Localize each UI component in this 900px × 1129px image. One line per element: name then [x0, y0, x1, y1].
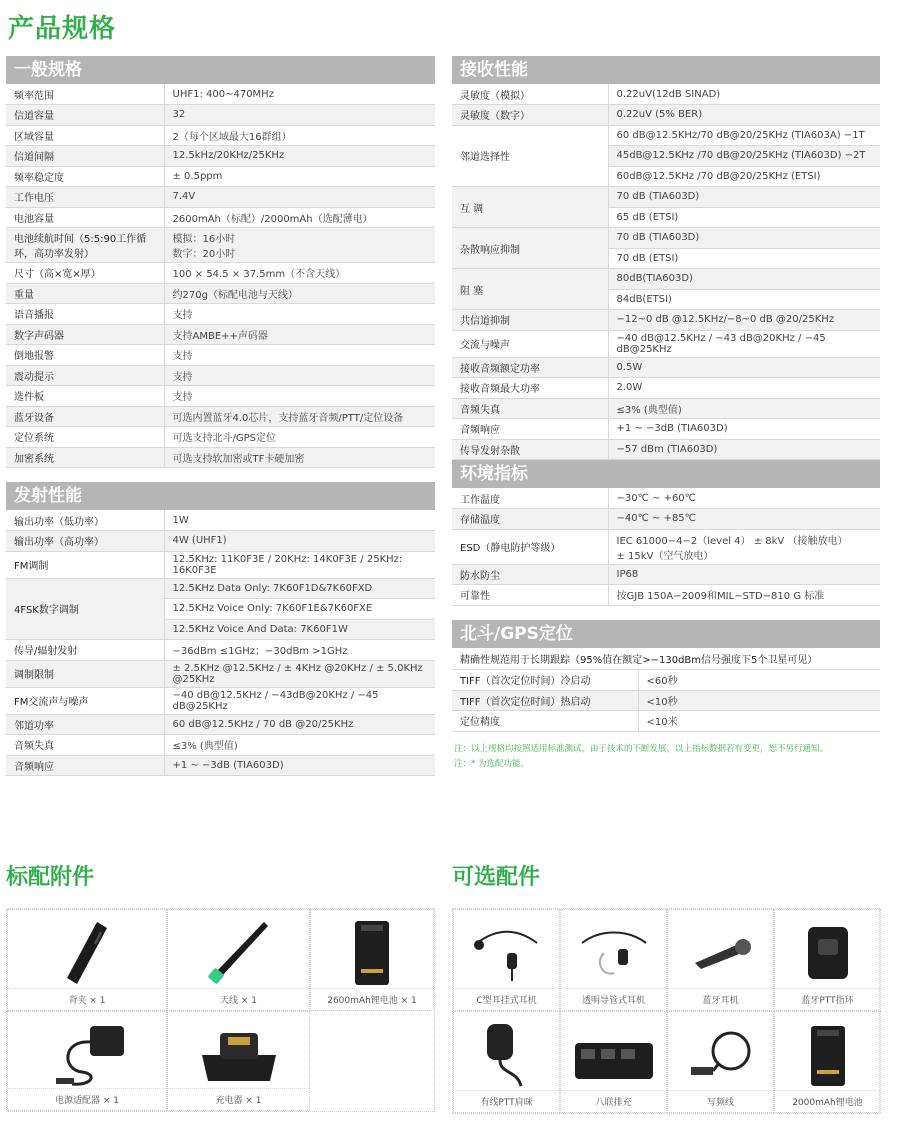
spec-row [452, 509, 880, 530]
spec-row [6, 283, 435, 304]
spec-row [6, 324, 435, 345]
general-spec-header: 一般规格 [6, 56, 435, 84]
spec-value: ± 0.5ppm [164, 166, 435, 187]
spec-label: FM交流声与噪声 [6, 687, 164, 714]
spec-value: 4W (UHF1) [164, 531, 435, 552]
multi-charger-icon [561, 1018, 666, 1092]
spec-row [452, 690, 880, 711]
spec-value: 80dB(TIA603D) [608, 269, 880, 290]
spec-row [6, 386, 435, 407]
spec-value: 支持AMBE++声码器 [164, 324, 435, 345]
spec-value: 0.22uV (5% BER) [608, 105, 880, 126]
right-column [452, 56, 880, 772]
spec-value: 12.5kHz/20KHz/25KHz [164, 146, 435, 167]
spec-row [6, 714, 435, 735]
spec-value: 可选支持软加密或TF卡硬加密 [164, 447, 435, 468]
spec-value: 1W [164, 510, 435, 531]
spec-value: 支持 [164, 386, 435, 407]
spec-label: 灵敏度（数字） [452, 105, 608, 126]
spec-value: 支持 [164, 345, 435, 366]
spec-value: 12.5KHz Voice And Data: 7K60F1W [164, 619, 435, 640]
receive-spec-header: 接收性能 [452, 56, 880, 84]
spec-label: 电池续航时间（5:5:90工作循环，高功率发射） [6, 228, 164, 263]
spec-value: 约270g（标配电池与天线） [164, 283, 435, 304]
spec-label: 频率范围 [6, 84, 164, 105]
spec-value: 70 dB (ETSI) [608, 248, 880, 269]
spec-row [6, 447, 435, 468]
spec-label: 音频失真 [452, 398, 608, 419]
accessory-antenna: 天线 × 1 [167, 909, 310, 1011]
spec-value: −40℃ ~ +85℃ [608, 509, 880, 530]
spec-label: 存储温度 [452, 509, 608, 530]
spec-row [452, 529, 880, 564]
spec-label: ESD（静电防护等级） [452, 529, 608, 564]
accessory-wired-ptt-mic: 有线PTT肩咪 [453, 1011, 560, 1113]
spec-label: 震动提示 [6, 365, 164, 386]
spec-label: 互 调 [452, 187, 608, 228]
spec-row [452, 330, 880, 357]
accessory-power-adapter: 电源适配器 × 1 [7, 1011, 167, 1111]
spec-value: 70 dB (TIA603D) [608, 228, 880, 249]
spec-value: 0.22uV(12dB SINAD) [608, 84, 880, 105]
standard-accessories-title: 标配附件 [6, 865, 95, 890]
accessory-battery: 2600mAh锂电池 × 1 [310, 909, 434, 1011]
spec-row [452, 564, 880, 585]
spec-row [452, 187, 880, 208]
spec-label: 可靠性 [452, 585, 608, 606]
spec-label: 蓝牙设备 [6, 406, 164, 427]
spec-row [6, 365, 435, 386]
spec-value: 60 dB@12.5KHz / 70 dB @20/25KHz [164, 714, 435, 735]
spec-label: 杂散响应抑制 [452, 228, 608, 269]
spec-value: 100 × 54.5 × 37.5mm（不含天线） [164, 263, 435, 284]
standard-accessories-grid [6, 908, 435, 1112]
spec-row [452, 439, 880, 460]
spec-row [6, 406, 435, 427]
spec-row [452, 228, 880, 249]
spec-label: 音频响应 [452, 419, 608, 440]
accessory-bluetooth-earpiece: 蓝牙耳机 [667, 909, 774, 1011]
spec-value: 60dB@12.5KHz /70 dB@20/25KHz (ETSI) [608, 166, 880, 187]
gps-spec-header: 北斗/GPS定位 [452, 620, 880, 648]
accessory-c-type-earpiece: C型耳挂式耳机 [453, 909, 560, 1011]
spec-label: 尺寸（高×宽×厚） [6, 263, 164, 284]
spec-row [452, 670, 880, 691]
spec-row [452, 310, 880, 331]
spec-row [6, 660, 435, 687]
spec-row [452, 105, 880, 126]
spec-value: ≤3% (典型值) [164, 735, 435, 756]
spec-label: 接收音频最大功率 [452, 378, 608, 399]
footnote: 注：以上规格均按照适用标准测试，由于技术的不断发展，以上指标数据若有变更，恕不另行通知。 [454, 743, 829, 754]
spec-label: 接收音频额定功率 [452, 357, 608, 378]
footnotes [452, 742, 880, 772]
gps-accuracy-note: 精确性规范用于长期跟踪（95%值在额定>−130dBm信号强度下5个卫星可见） [452, 648, 880, 670]
spec-row [452, 125, 880, 146]
spec-value: 65 dB (ETSI) [608, 207, 880, 228]
spec-value: 2.0W [608, 378, 880, 399]
bluetooth-earpiece-icon [668, 916, 773, 990]
transmit-spec-table [6, 510, 435, 776]
accessory-multi-charger: 八联排充 [560, 1011, 667, 1113]
spec-value: 12.5KHz Data Only: 7K60F1D&7K60FXD [164, 578, 435, 599]
spec-label: 邻道功率 [6, 714, 164, 735]
spec-row [6, 84, 435, 105]
footnote: 注：* 为选配功能。 [454, 758, 529, 769]
spec-row [452, 84, 880, 105]
spec-row [452, 419, 880, 440]
spec-value: 45dB@12.5KHz /70 dB@20/25KHz (TIA603D) −2T [608, 146, 880, 167]
transmit-spec-header: 发射性能 [6, 482, 435, 510]
spec-label: 交流与噪声 [452, 330, 608, 357]
spec-label: 语音播报 [6, 304, 164, 325]
accessory-2000mah-battery: 2000mAh锂电池 [774, 1011, 881, 1113]
spec-value: 84dB(ETSI) [608, 289, 880, 310]
spec-row [6, 531, 435, 552]
spec-value: 2（每个区域最大16群组） [164, 125, 435, 146]
power-adapter-icon [8, 1018, 166, 1092]
spec-value: <10秒 [638, 690, 880, 711]
spec-label: 区域容量 [6, 125, 164, 146]
spec-value: UHF1: 400~470MHz [164, 84, 435, 105]
spec-label: 定位精度 [452, 711, 638, 732]
spec-value: 60 dB@12.5KHz/70 dB@20/25KHz (TIA603A) −1T [608, 125, 880, 146]
spec-row [452, 711, 880, 732]
spec-label: 防水防尘 [452, 564, 608, 585]
spec-label: 音频响应 [6, 755, 164, 776]
spec-row [6, 125, 435, 146]
spec-label: 4FSK数字调制 [6, 578, 164, 640]
spec-row [6, 345, 435, 366]
spec-value: −57 dBm (TIA603D) [608, 439, 880, 460]
spec-value: 可选支持北斗/GPS定位 [164, 427, 435, 448]
accessory-belt-clip: 背夹 × 1 [7, 909, 167, 1011]
spec-value: 70 dB (TIA603D) [608, 187, 880, 208]
spec-row [452, 398, 880, 419]
charger-icon [168, 1018, 309, 1092]
spec-label: 重量 [6, 283, 164, 304]
spec-row [6, 304, 435, 325]
spec-row [6, 166, 435, 187]
spec-row [6, 735, 435, 756]
gps-spec-table [452, 670, 880, 732]
spec-value: 0.5W [608, 357, 880, 378]
spec-value: −36dBm ≤1GHz；−30dBm >1GHz [164, 640, 435, 661]
usb-cable-icon [668, 1018, 773, 1092]
spec-row [452, 378, 880, 399]
spec-value: 2600mAh（标配）/2000mAh（选配薄电） [164, 207, 435, 228]
spec-value: ± 2.5KHz @12.5KHz / ± 4KHz @20KHz / ± 5.0KHz @25KHz [164, 660, 435, 687]
spec-value: <10米 [638, 711, 880, 732]
spec-value: 可选内置蓝牙4.0芯片，支持蓝牙音频/PTT/定位设备 [164, 406, 435, 427]
spec-value: −40 dB@12.5KHz / −43 dB@20KHz / −45 dB@25KHz [608, 330, 880, 357]
spec-label: 工作温度 [452, 488, 608, 509]
page-title: 产品规格 [8, 14, 117, 44]
spec-label: 工作电压 [6, 187, 164, 208]
spec-row [6, 510, 435, 531]
spec-value: 32 [164, 105, 435, 126]
spec-label: 传导/辐射发射 [6, 640, 164, 661]
spec-value: 模拟：16小时 数字：20小时 [164, 228, 435, 263]
spec-label: 信道容量 [6, 105, 164, 126]
spec-label: 信道间隔 [6, 146, 164, 167]
spec-value: ≤3% (典型值) [608, 398, 880, 419]
optional-accessories-grid [452, 908, 880, 1114]
spec-label: TIFF（首次定位时间）冷启动 [452, 670, 638, 691]
spec-value: 支持 [164, 304, 435, 325]
spec-label: 频率稳定度 [6, 166, 164, 187]
spec-label: 加密系统 [6, 447, 164, 468]
spec-label: 数字声码器 [6, 324, 164, 345]
spec-label: 倒地报警 [6, 345, 164, 366]
spec-row [452, 269, 880, 290]
spec-value: IEC 61000−4−2（level 4） ± 8kV （接触放电） ± 15kV（空气放电） [608, 529, 880, 564]
ptt-ring-icon [775, 916, 880, 990]
earpiece-icon [454, 916, 559, 990]
spec-label: 输出功率（高功率） [6, 531, 164, 552]
spec-value: 12.5KHz: 11K0F3E / 20KHz: 14K0F3E / 25KHz: 16K0F3E [164, 551, 435, 578]
accessory-charger: 充电器 × 1 [167, 1011, 310, 1111]
spec-label: 传导发射杂散 [452, 439, 608, 460]
spec-value: −40 dB@12.5KHz / −43dB@20KHz / −45 dB@25KHz [164, 687, 435, 714]
spec-label: FM调制 [6, 551, 164, 578]
spec-row [6, 228, 435, 263]
accessory-tube-earpiece: 透明导管式耳机 [560, 909, 667, 1011]
tube-earpiece-icon [561, 916, 666, 990]
spec-row [6, 207, 435, 228]
accessory-programming-cable: 写频线 [667, 1011, 774, 1113]
spec-label: 共信道抑制 [452, 310, 608, 331]
battery-icon [775, 1018, 880, 1092]
spec-label: 定位系统 [6, 427, 164, 448]
spec-row [6, 187, 435, 208]
spec-value: <60秒 [638, 670, 880, 691]
spec-label: 调制限制 [6, 660, 164, 687]
spec-row [6, 640, 435, 661]
spec-value: 支持 [164, 365, 435, 386]
spec-value: 7.4V [164, 187, 435, 208]
spec-value: +1 ~ −3dB (TIA603D) [608, 419, 880, 440]
spec-value: 12.5KHz Voice Only: 7K60F1E&7K60FXE [164, 599, 435, 620]
optional-accessories-title: 可选配件 [452, 865, 541, 890]
spec-row [6, 263, 435, 284]
spec-row [6, 578, 435, 599]
spec-label: 选件板 [6, 386, 164, 407]
speaker-mic-icon [454, 1018, 559, 1092]
belt-clip-icon [8, 916, 166, 990]
spec-value: 按GJB 150A−2009和MIL−STD−810 G 标准 [608, 585, 880, 606]
spec-row [6, 146, 435, 167]
accessory-bluetooth-ptt-ring: 蓝牙PTT指环 [774, 909, 881, 1011]
spec-label: 输出功率（低功率） [6, 510, 164, 531]
environment-spec-header: 环境指标 [452, 460, 880, 488]
spec-row [6, 427, 435, 448]
spec-label: 音频失真 [6, 735, 164, 756]
spec-label: 灵敏度（模拟） [452, 84, 608, 105]
spec-row [6, 687, 435, 714]
general-spec-table [6, 84, 435, 468]
spec-label: 邻道选择性 [452, 125, 608, 187]
spec-row [6, 755, 435, 776]
spec-value: +1 ~ −3dB (TIA603D) [164, 755, 435, 776]
left-column [6, 56, 435, 776]
spec-row [6, 551, 435, 578]
spec-row [452, 585, 880, 606]
spec-label: TIFF（首次定位时间）热启动 [452, 690, 638, 711]
environment-spec-table [452, 488, 880, 606]
spec-value: −12~0 dB @12.5KHz/−8~0 dB @20/25KHz [608, 310, 880, 331]
spec-value: IP68 [608, 564, 880, 585]
spec-row [6, 105, 435, 126]
spec-label: 电池容量 [6, 207, 164, 228]
spec-row [452, 357, 880, 378]
antenna-icon [168, 916, 309, 990]
battery-icon [311, 916, 433, 990]
spec-label: 阻 塞 [452, 269, 608, 310]
spec-row [452, 488, 880, 509]
receive-spec-table [452, 84, 880, 460]
spec-value: −30℃ ~ +60℃ [608, 488, 880, 509]
